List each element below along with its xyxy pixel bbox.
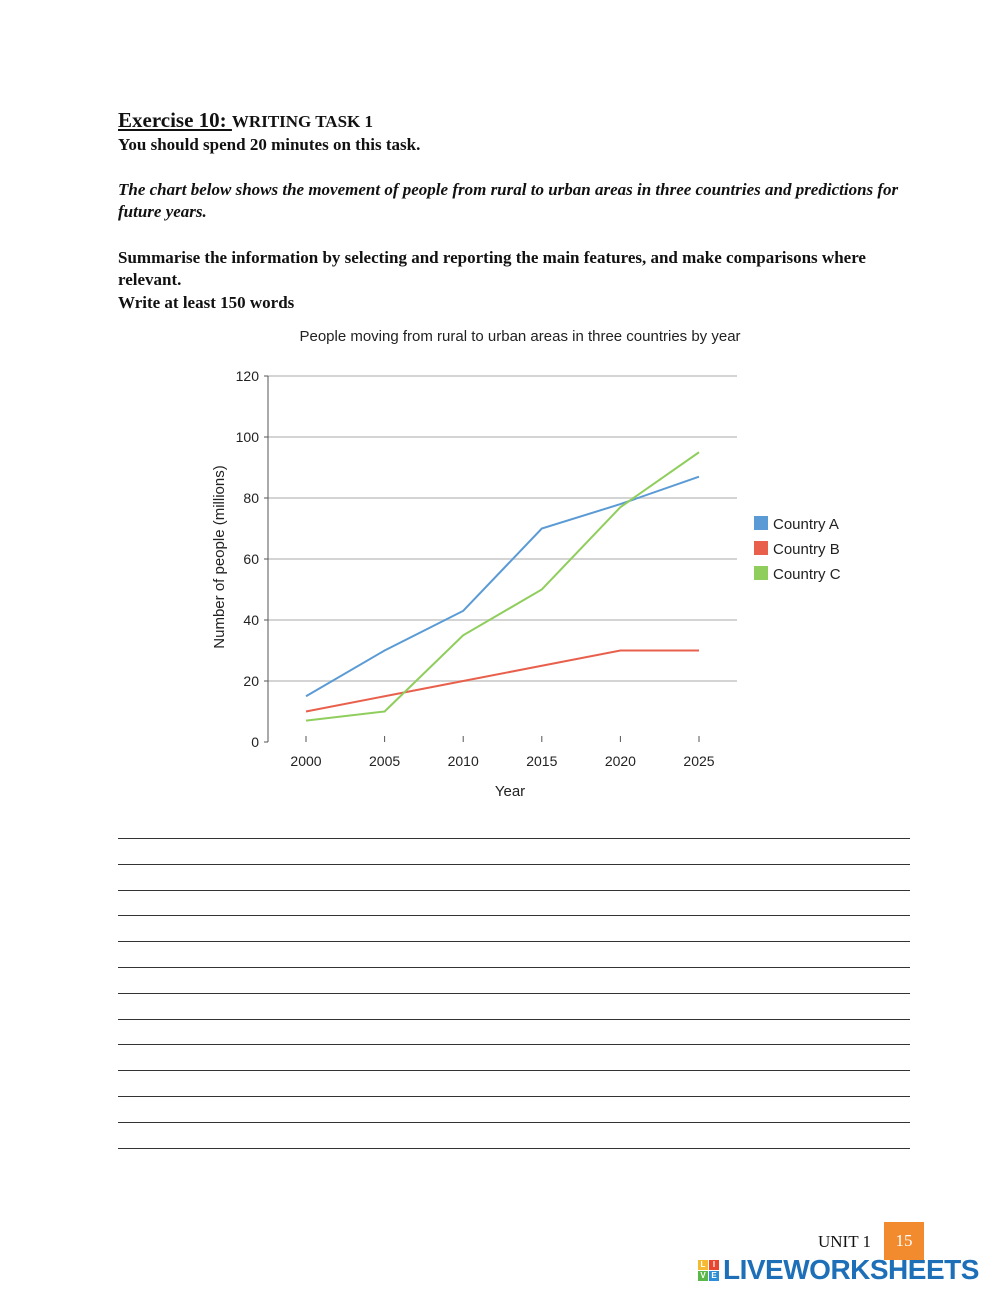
legend-label: Country C xyxy=(773,566,841,583)
y-tick-label: 120 xyxy=(235,368,259,384)
page-number: 15 xyxy=(884,1222,924,1260)
writing-line[interactable] xyxy=(118,993,910,994)
writing-line[interactable] xyxy=(118,1070,910,1071)
writing-line[interactable] xyxy=(118,1019,910,1020)
x-tick-label: 2005 xyxy=(369,753,401,769)
x-tick-label: 2015 xyxy=(526,753,558,769)
y-tick-label: 0 xyxy=(251,734,259,750)
unit-label: UNIT 1 xyxy=(818,1232,872,1251)
x-tick-label: 2020 xyxy=(604,753,636,769)
x-tick-label: 2000 xyxy=(290,753,322,769)
writing-line[interactable] xyxy=(118,967,910,968)
chart-axes xyxy=(236,368,715,769)
legend-swatch xyxy=(754,516,768,530)
writing-line[interactable] xyxy=(118,838,910,839)
y-tick-label: 80 xyxy=(243,490,259,506)
writing-line[interactable] xyxy=(118,1044,910,1045)
liveworksheets-icon xyxy=(698,1260,719,1281)
liveworksheets-brand: LIVEWORKSHEETS xyxy=(723,1254,979,1285)
writing-line[interactable] xyxy=(118,864,910,865)
liveworksheets-logo[interactable] xyxy=(698,1254,979,1286)
legend-swatch xyxy=(754,566,768,580)
logo-letter: E xyxy=(709,1271,719,1281)
chart-y-axis-label: Number of people (millions) xyxy=(211,465,228,649)
legend-swatch xyxy=(754,541,768,555)
exercise-heading xyxy=(118,108,373,133)
writing-line[interactable] xyxy=(118,1096,910,1097)
task-label: WRITING TASK 1 xyxy=(231,112,373,131)
x-tick-label: 2010 xyxy=(447,753,479,769)
writing-line[interactable] xyxy=(118,915,910,916)
chart-gridlines xyxy=(268,376,737,681)
task-instruction: Summarise the information by selecting and reporting the main features, and make comparisons where relevant. xyxy=(118,248,866,289)
task-description: The chart below shows the movement of people from rural to urban areas in three countries and predictions for future years. xyxy=(118,180,899,221)
writing-line[interactable] xyxy=(118,1148,910,1149)
logo-letter: I xyxy=(709,1260,719,1270)
writing-line[interactable] xyxy=(118,1122,910,1123)
chart-x-axis-label: Year xyxy=(494,783,526,800)
legend-label: Country B xyxy=(773,541,840,558)
line-chart xyxy=(200,320,860,810)
time-note: You should spend 20 minutes on this task. xyxy=(118,135,421,154)
word-count-note: Write at least 150 words xyxy=(118,293,295,312)
writing-line[interactable] xyxy=(118,941,910,942)
y-tick-label: 40 xyxy=(243,612,259,628)
logo-letter: L xyxy=(698,1260,708,1270)
legend-label: Country A xyxy=(773,516,839,533)
writing-line[interactable] xyxy=(118,890,910,891)
logo-letter: V xyxy=(698,1271,708,1281)
series-line xyxy=(306,477,699,697)
chart-legend xyxy=(754,516,841,583)
x-tick-label: 2025 xyxy=(683,753,715,769)
y-tick-label: 100 xyxy=(235,429,259,445)
y-tick-label: 20 xyxy=(243,673,259,689)
y-tick-label: 60 xyxy=(243,551,259,567)
chart-title: People moving from rural to urban areas in three countries by year xyxy=(299,328,741,345)
exercise-label: Exercise 10: xyxy=(118,108,232,132)
